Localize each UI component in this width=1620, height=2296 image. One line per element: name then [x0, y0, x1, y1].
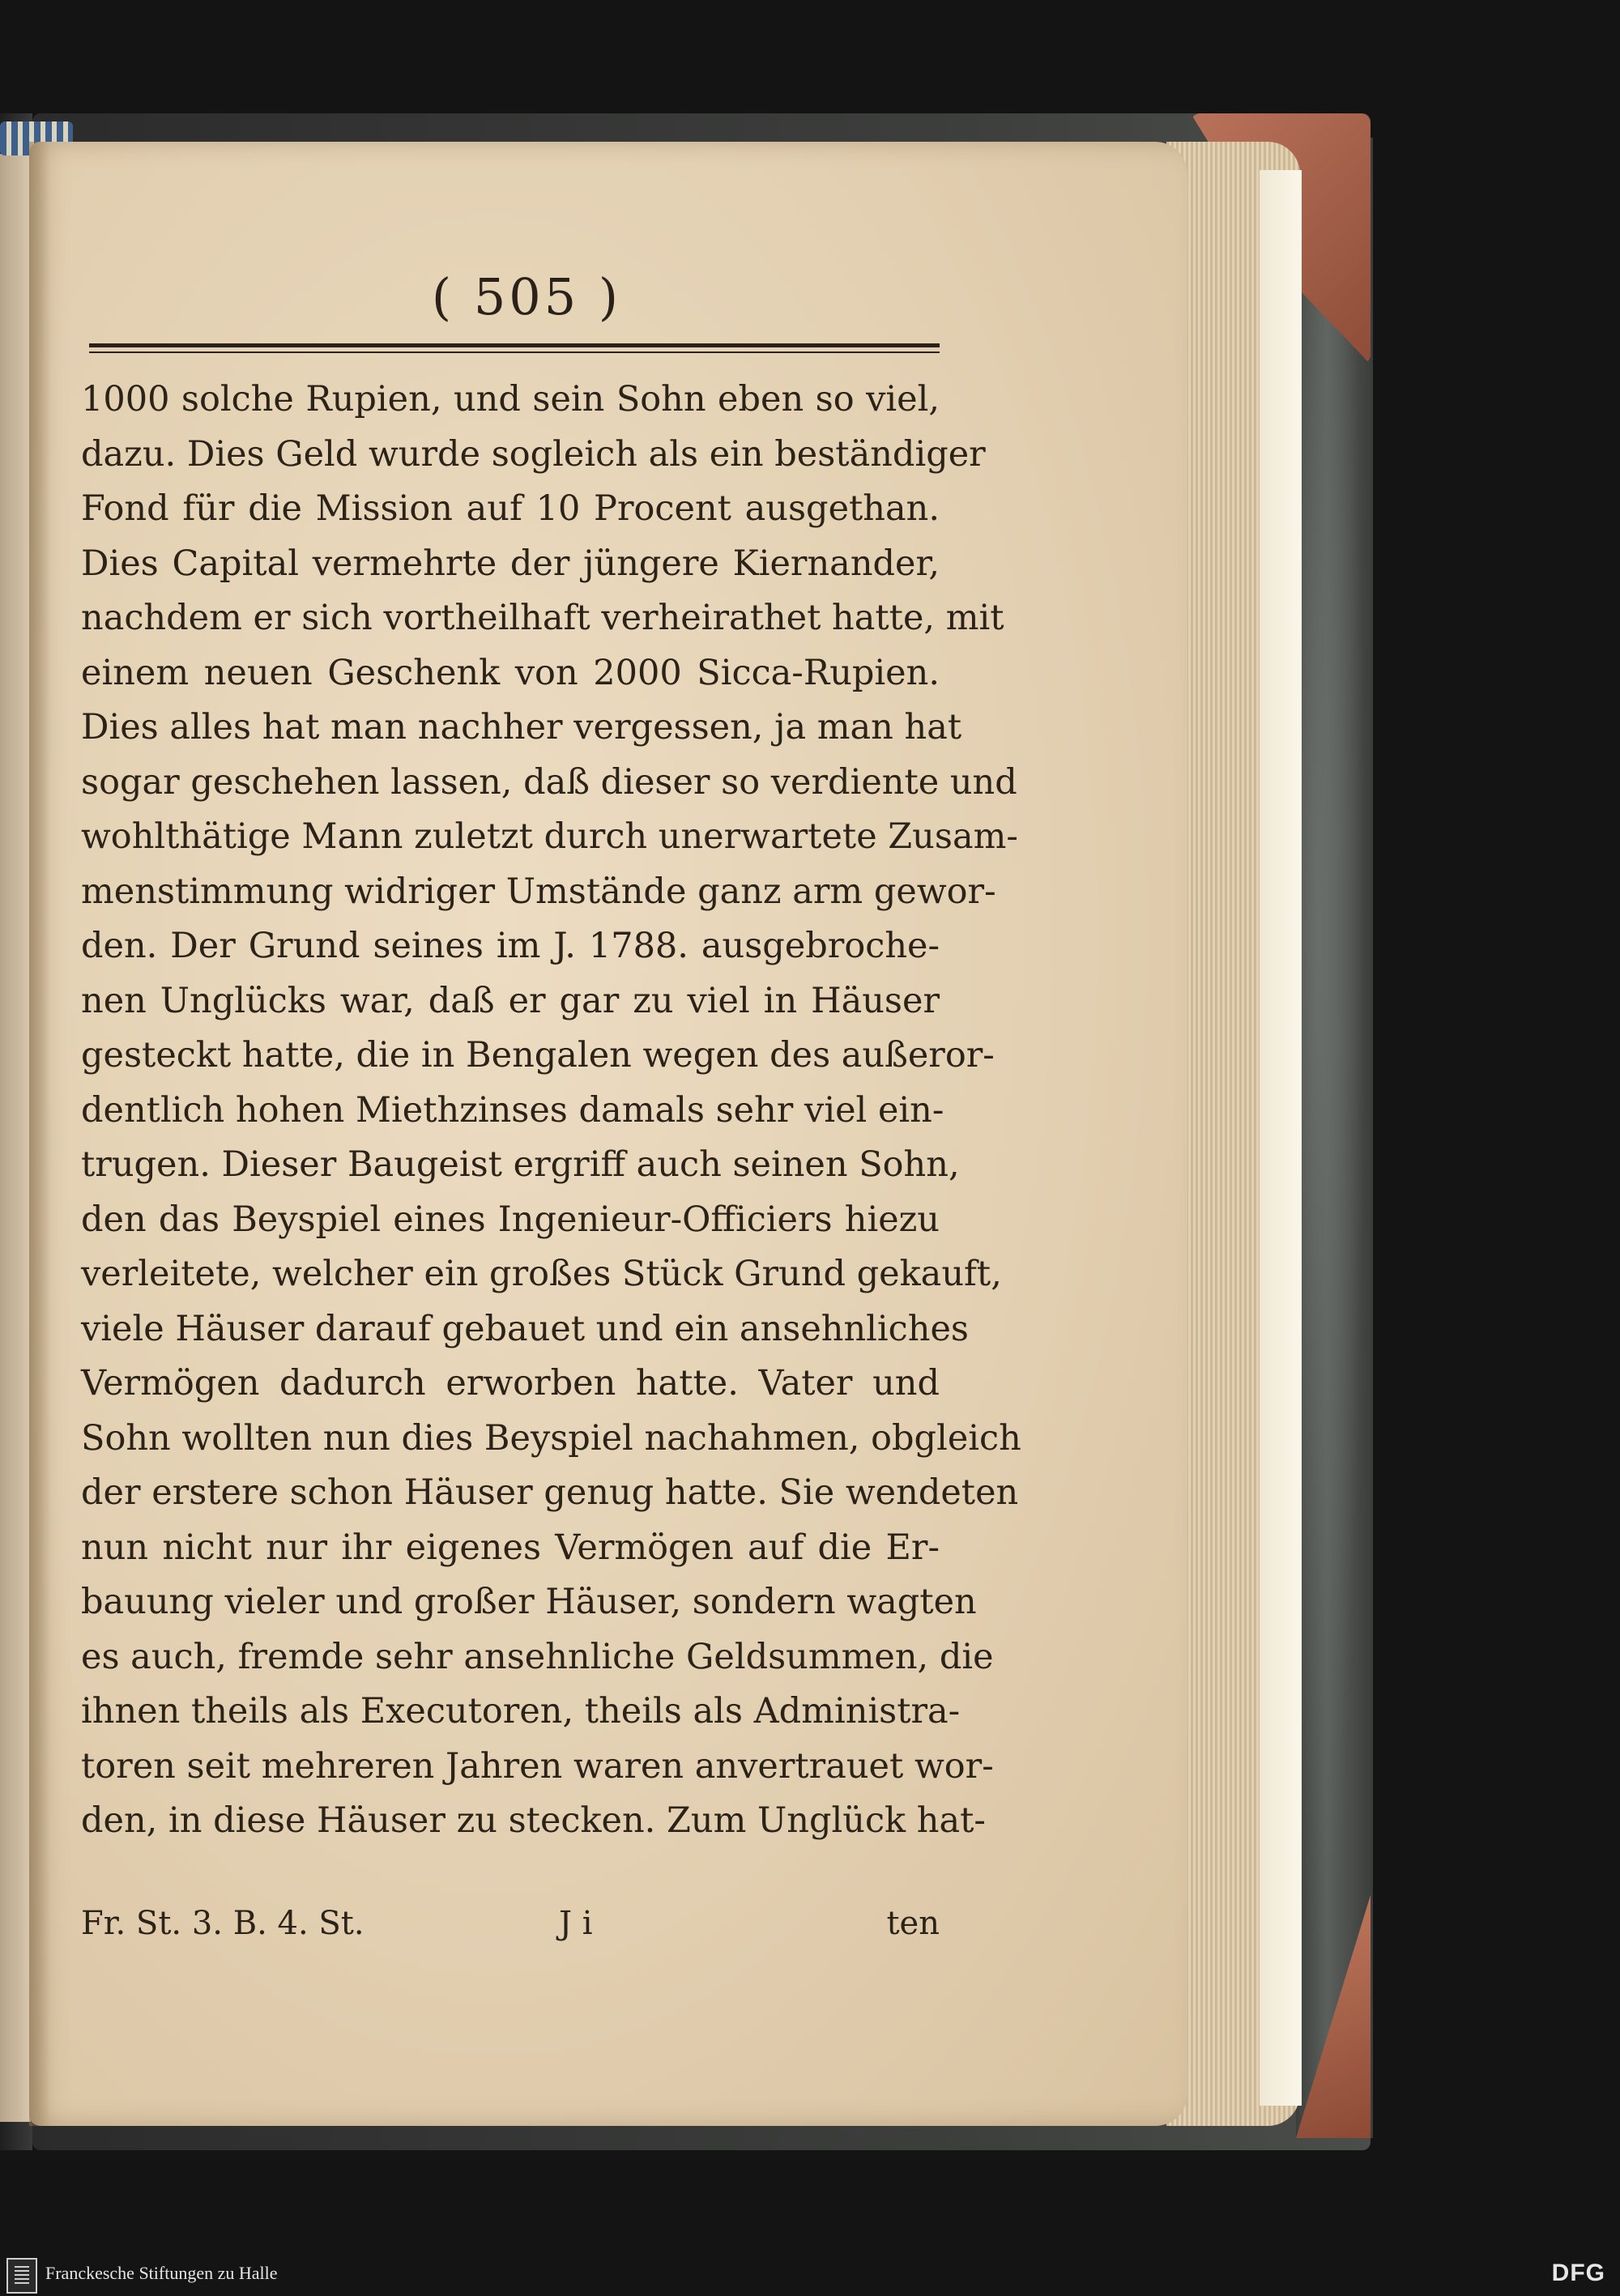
page-gutter-shadow [29, 142, 50, 2126]
text-line: den, in diese Häuser zu stecken. Zum Unglück hat- [81, 1800, 986, 1841]
page-header: ( 505 ) [431, 267, 622, 326]
sheet-signature: J i [559, 1905, 593, 1942]
text-line: ihnen theils als Executoren, theils als Administra- [81, 1691, 961, 1732]
text-line: Sohn wollten nun dies Beyspiel nachahmen, obgleich [81, 1417, 1021, 1459]
text-line: nun nicht nur ihr eigenes Vermögen auf die Er- [81, 1527, 940, 1568]
text-line: Dies Capital vermehrte der jüngere Kiernander, [81, 543, 940, 584]
header-rule-thin [89, 351, 940, 353]
text-line: toren seit mehreren Jahren waren anvertrauet wor- [81, 1745, 994, 1787]
text-line: viele Häuser darauf gebauet und ein ansehnliches [81, 1308, 969, 1349]
text-line: Dies alles hat man nachher vergessen, ja man hat [81, 707, 962, 748]
text-line: dentlich hohen Miethzinses damals sehr viel ein- [81, 1089, 944, 1131]
text-line: nen Unglücks war, daß er gar zu viel in Häuser [81, 980, 940, 1021]
text-line: den. Der Grund seines im J. 1788. ausgebroche- [81, 926, 940, 966]
paper-slip [1260, 170, 1302, 2106]
left-page-edge [0, 154, 31, 2122]
signature-line [81, 1895, 940, 1952]
text-line: sogar geschehen lassen, daß dieser so verdiente und [81, 761, 1017, 803]
text-line: Vermögen dadurch erworben hatte. Vater und [81, 1363, 940, 1404]
text-line: nachdem er sich vortheilhaft verheirathet hatte, mit [81, 598, 1004, 638]
text-line: einem neuen Geschenk von 2000 Sicca-Rupien. [81, 652, 940, 693]
text-line: dazu. Dies Geld wurde sogleich als ein beständiger [81, 433, 986, 475]
text-line: verleitete, welcher ein großes Stück Grund gekauft, [81, 1254, 1002, 1294]
cover-board [1296, 138, 1373, 2138]
institution-label: Franckesche Stiftungen zu Halle [45, 2263, 278, 2283]
dfg-logo: DFG [1551, 2260, 1605, 2286]
text-line: es auch, fremde sehr ansehnliche Geldsummen, die [81, 1636, 994, 1677]
signature-mark: Fr. St. 3. B. 4. St. [81, 1905, 364, 1942]
footer-bar [0, 2253, 1620, 2296]
text-line: trugen. Dieser Baugeist ergriff auch seinen Sohn, [81, 1144, 960, 1185]
text-line: bauung vieler und großer Häuser, sondern wagten [81, 1582, 977, 1622]
page-body [81, 373, 1021, 1849]
catchword: ten [886, 1905, 940, 1942]
text-line: den das Beyspiel eines Ingenieur-Officiers hiezu [81, 1199, 940, 1240]
header-rule [89, 343, 940, 347]
text-line: 1000 solche Rupien, und sein Sohn eben so viel, [81, 379, 940, 420]
text-line: wohlthätige Mann zuletzt durch unerwartete Zusam- [81, 816, 1018, 857]
text-line: gesteckt hatte, die in Bengalen wegen des außeror- [81, 1035, 995, 1076]
text-line: Fond für die Mission auf 10 Procent ausgethan. [81, 488, 940, 529]
franckesche-logo-icon [6, 2258, 37, 2294]
text-line: der erstere schon Häuser genug hatte. Sie wendeten [81, 1472, 1019, 1513]
text-line: menstimmung widriger Umstände ganz arm gewor- [81, 871, 996, 912]
